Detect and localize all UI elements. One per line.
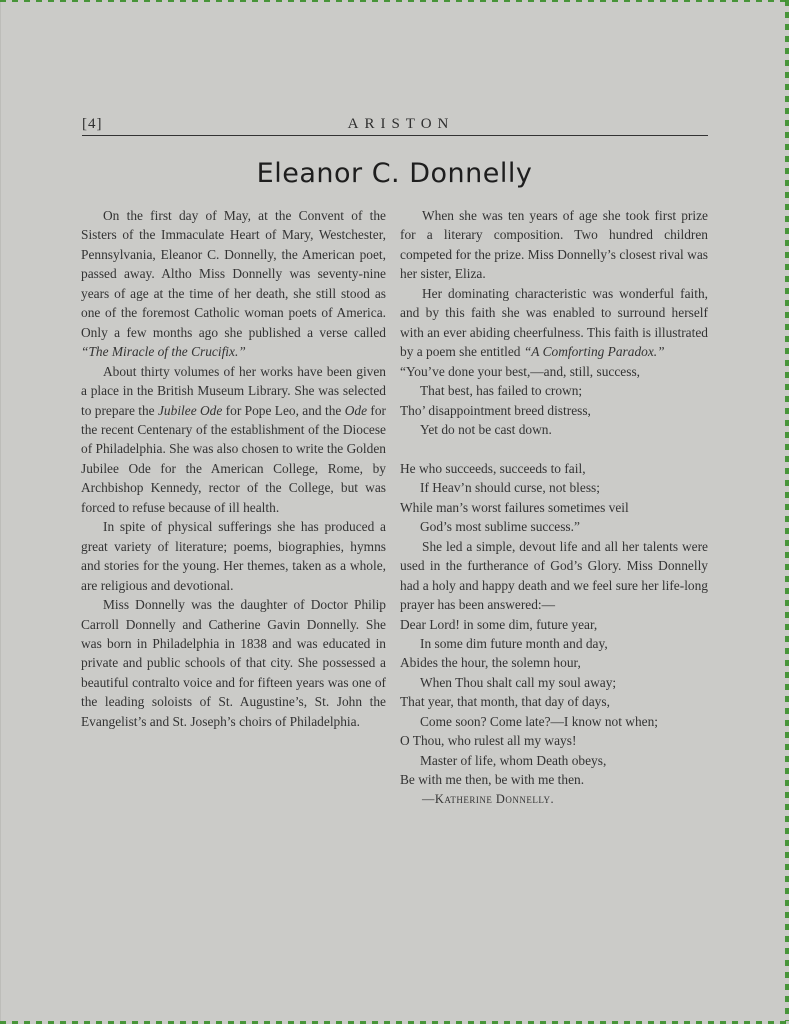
verse-line: Come soon? Come late?—I know not when;	[420, 713, 659, 729]
paragraph: Miss Donnelly was the daughter of Doctor Philip Carroll Donnelly and Catherine Gavin Donnelly. She was born in Philadelphia in 1838 and was educated in private and public schools of that city. She possessed a beautiful contralto voice and for fifteen years was one of the leading soloists of St. Augustine’s, St. John the Evangelist’s and St. Joseph’s choirs of Philadelphia.	[81, 597, 386, 729]
paragraph: About thirty volumes of her works have been given a place in the British Museum Library. She was selected to prepare the Jubilee Ode for Pope Leo, and the Ode for the recent Centenary of the establishment of the Diocese of Philadelphia. She was also chosen to write the Golden Jubilee Ode for the American College, Rome, by Archbishop Kennedy, rector of the College, but was forced to refuse because of ill health.	[81, 363, 386, 515]
prayer-verse	[400, 615, 708, 790]
stanza-gap	[400, 439, 708, 458]
paragraph: When she was ten years of age she took first prize for a literary composition. Two hundred children competed for the prize. Miss Donnelly’s closest rival was her sister, Eliza.	[400, 208, 708, 282]
paragraph: In spite of physical sufferings she has produced a great variety of literature; poems, biographies, hymns and stories for the young. Her themes, taken as a whole, are religious and devotional.	[81, 519, 386, 593]
verse-line: “You’ve done your best,—and, still, success,	[400, 363, 641, 379]
verse-line: Tho’ disappointment breed distress,	[400, 402, 591, 418]
verse-line: Master of life, whom Death obeys,	[420, 752, 607, 768]
paragraph: She led a simple, devout life and all her talents were used in the furtherance of God’s Glory. Miss Donnelly had a holy and happy death and we feel sure her life-long prayer has been answered:—	[400, 538, 708, 613]
verse-line: In some dim future month and day,	[420, 635, 608, 651]
scan-edge-top	[0, 0, 789, 2]
right-column	[400, 206, 708, 809]
verse-line: That year, that month, that day of days,	[400, 694, 610, 710]
page-header	[82, 115, 708, 136]
verse-line: God’s most sublime success.”	[420, 519, 580, 535]
work-title: Ode	[344, 402, 368, 418]
verse-line: He who succeeds, succeeds to fail,	[400, 460, 586, 476]
verse-line: Yet do not be cast down.	[420, 421, 552, 437]
verse-line: When Thou shalt call my soul away;	[420, 674, 617, 690]
verse-line: Dear Lord! in some dim, future year,	[400, 616, 598, 632]
verse-line: Abides the hour, the solemn hour,	[400, 655, 581, 671]
verse-line: While man’s worst failures sometimes veil	[400, 499, 629, 515]
paragraph: On the first day of May, at the Convent of the Sisters of the Immaculate Heart of Mary, Westchester, Pennsylvania, Eleanor C. Donnelly, the American poet, passed away. Altho Miss Donnelly was seventy-nine years of age at the time of her death, she still stood as one of the foremost Catholic woman poets of America. Only a few months ago she published a verse called “The Miracle of the Crucifix.”	[81, 208, 386, 360]
poem-stanza-2	[400, 459, 708, 537]
author-signature: —Katherine Donnelly.	[422, 791, 555, 806]
poem-title: “A Comforting Paradox.”	[523, 344, 665, 360]
scan-edge-right	[785, 0, 789, 1024]
article-title: Eleanor C. Donnelly	[256, 158, 533, 189]
verse-line: If Heav’n should curse, not bless;	[420, 480, 600, 496]
running-head: ARISTON	[347, 116, 455, 132]
left-column	[81, 206, 386, 731]
verse-line: O Thou, who rulest all my ways!	[400, 733, 577, 749]
verse-line: Be with me then, be with me then.	[400, 772, 585, 788]
work-title: Jubilee Ode	[157, 402, 223, 418]
verse-line: That best, has failed to crown;	[420, 383, 583, 399]
page-number: [4]	[82, 116, 103, 132]
poem-stanza-1	[400, 362, 708, 440]
paragraph: Her dominating characteristic was wonderful faith, and by this faith she was enabled to surround herself with an ever abiding cheerfulness. This faith is illustrated by a poem she entitled “A Comforting Paradox.”	[400, 285, 708, 360]
poem-title: “The Miracle of the Crucifix.”	[81, 344, 246, 360]
